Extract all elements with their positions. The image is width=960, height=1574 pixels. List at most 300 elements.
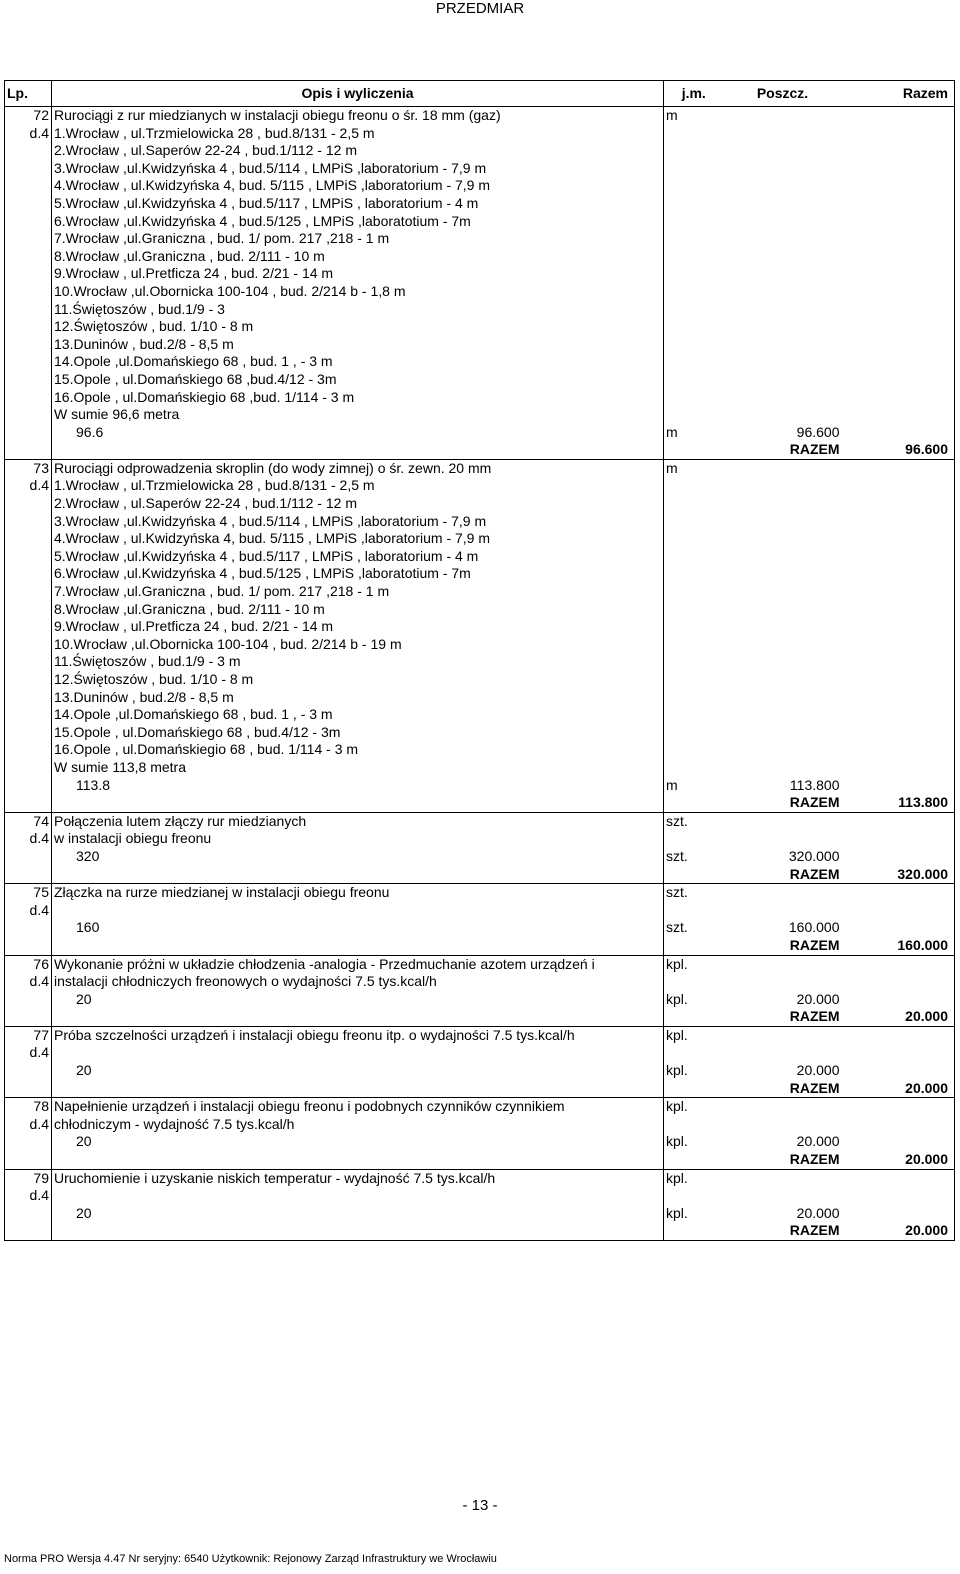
empty-cell bbox=[842, 902, 955, 920]
table-row bbox=[5, 1169, 955, 1187]
empty-cell bbox=[842, 195, 955, 213]
empty-cell bbox=[842, 565, 955, 583]
table-header-row bbox=[5, 81, 955, 107]
sum-value: 320.000 bbox=[842, 866, 955, 884]
empty-cell bbox=[842, 601, 955, 619]
quantity-expression: 320 bbox=[52, 848, 664, 866]
empty-cell bbox=[724, 759, 842, 777]
item-number: 76 bbox=[5, 955, 52, 973]
table-row bbox=[5, 283, 955, 301]
empty-cell bbox=[664, 548, 724, 566]
quantity-value: 113.800 bbox=[789, 776, 840, 793]
lp-cell bbox=[5, 142, 52, 160]
unit-cell: m bbox=[666, 107, 678, 123]
quantity-row bbox=[5, 991, 955, 1009]
empty-cell bbox=[842, 1098, 955, 1116]
table-row bbox=[5, 248, 955, 266]
quantity-row bbox=[5, 777, 955, 795]
table-row bbox=[5, 724, 955, 742]
empty-cell bbox=[842, 406, 955, 424]
lp-cell bbox=[5, 371, 52, 389]
sum-row bbox=[5, 1151, 955, 1169]
lp-cell bbox=[5, 565, 52, 583]
empty-cell bbox=[664, 794, 724, 812]
empty-cell bbox=[664, 671, 724, 689]
empty-cell bbox=[724, 459, 842, 477]
lp-cell bbox=[5, 283, 52, 301]
empty-cell bbox=[842, 213, 955, 231]
sum-label: RAZEM bbox=[724, 1151, 842, 1169]
empty-cell bbox=[842, 1133, 955, 1151]
lp-cell bbox=[5, 1133, 52, 1151]
empty-cell bbox=[724, 884, 842, 902]
empty-cell bbox=[724, 160, 842, 178]
lp-cell bbox=[5, 1151, 52, 1169]
item-number: 79 bbox=[5, 1169, 52, 1187]
empty-cell bbox=[842, 1062, 955, 1080]
description-line: 12.Świętoszów , bud. 1/10 - 8 m bbox=[52, 318, 664, 336]
unit-cell: szt. bbox=[666, 812, 688, 829]
description-line: 13.Duninów , bud.2/8 - 8,5 m bbox=[52, 689, 664, 707]
lp-cell bbox=[5, 937, 52, 955]
empty-cell bbox=[52, 866, 664, 884]
description-line: 5.Wrocław ,ul.Kwidzyńska 4 , bud.5/117 , LMPiS , laboratorium - 4 m bbox=[52, 548, 664, 566]
empty-cell bbox=[724, 389, 842, 407]
empty-cell bbox=[724, 601, 842, 619]
table-row bbox=[5, 371, 955, 389]
description-line: W sumie 96,6 metra bbox=[52, 406, 664, 424]
empty-cell bbox=[842, 318, 955, 336]
sum-row bbox=[5, 441, 955, 459]
sum-row bbox=[5, 937, 955, 955]
description-line: 11.Świętoszów , bud.1/9 - 3 bbox=[52, 301, 664, 319]
item-number: 72 bbox=[5, 107, 52, 125]
empty-cell bbox=[664, 336, 724, 354]
empty-cell bbox=[664, 213, 724, 231]
lp-cell bbox=[5, 336, 52, 354]
table-row bbox=[5, 406, 955, 424]
empty-cell bbox=[52, 441, 664, 459]
lp-cell bbox=[5, 724, 52, 742]
table-row bbox=[5, 318, 955, 336]
empty-cell bbox=[664, 318, 724, 336]
description-line: W sumie 113,8 metra bbox=[52, 759, 664, 777]
empty-cell bbox=[842, 530, 955, 548]
empty-cell bbox=[724, 955, 842, 973]
empty-cell bbox=[724, 1044, 842, 1062]
empty-cell bbox=[664, 583, 724, 601]
lp-cell bbox=[5, 1062, 52, 1080]
empty-cell bbox=[724, 689, 842, 707]
sum-value: 20.000 bbox=[842, 1008, 955, 1026]
table-row bbox=[5, 530, 955, 548]
table-row bbox=[5, 618, 955, 636]
description-line: 2.Wrocław , ul.Saperów 22-24 , bud.1/112 - 12 m bbox=[52, 142, 664, 160]
lp-cell bbox=[5, 513, 52, 531]
lp-cell bbox=[5, 759, 52, 777]
empty-cell bbox=[664, 706, 724, 724]
sum-row bbox=[5, 1080, 955, 1098]
lp-cell bbox=[5, 706, 52, 724]
sum-value: 20.000 bbox=[842, 1222, 955, 1240]
table-row bbox=[5, 301, 955, 319]
lp-cell bbox=[5, 389, 52, 407]
table-row bbox=[5, 955, 955, 973]
description-line: Połączenia lutem złączy rur miedzianych bbox=[52, 812, 664, 830]
quantity-value: 96.600 bbox=[796, 423, 840, 440]
item-number: 73 bbox=[5, 459, 52, 477]
description-line: 13.Duninów , bud.2/8 - 8,5 m bbox=[52, 336, 664, 354]
empty-cell bbox=[664, 1151, 724, 1169]
description-line: Uruchomienie i uzyskanie niskich temperatur - wydajność 7.5 tys.kcal/h bbox=[52, 1169, 664, 1187]
table-row bbox=[5, 1116, 955, 1134]
quantity-value: 20.000 bbox=[796, 1204, 840, 1221]
empty-cell bbox=[724, 477, 842, 495]
description-line: 6.Wrocław ,ul.Kwidzyńska 4 , bud.5/125 , LMPiS ,laboratotium - 7m bbox=[52, 213, 664, 231]
empty-cell bbox=[842, 1026, 955, 1044]
sum-row bbox=[5, 866, 955, 884]
empty-cell bbox=[664, 125, 724, 143]
table-row bbox=[5, 812, 955, 830]
empty-cell bbox=[664, 301, 724, 319]
table-row bbox=[5, 565, 955, 583]
lp-cell bbox=[5, 671, 52, 689]
empty-cell bbox=[664, 477, 724, 495]
empty-cell bbox=[842, 283, 955, 301]
table-row bbox=[5, 706, 955, 724]
empty-cell bbox=[664, 265, 724, 283]
empty-cell bbox=[664, 177, 724, 195]
table-row bbox=[5, 213, 955, 231]
item-code: d.4 bbox=[5, 125, 52, 143]
empty-cell bbox=[842, 248, 955, 266]
lp-cell bbox=[5, 265, 52, 283]
empty-cell bbox=[664, 636, 724, 654]
description-line: w instalacji obiegu freonu bbox=[52, 830, 664, 848]
quantity-expression: 113.8 bbox=[52, 777, 664, 795]
table-row bbox=[5, 884, 955, 902]
empty-cell bbox=[842, 230, 955, 248]
lp-cell bbox=[5, 548, 52, 566]
empty-cell bbox=[664, 653, 724, 671]
table-row bbox=[5, 160, 955, 178]
sum-value: 96.600 bbox=[842, 441, 955, 459]
empty-cell bbox=[664, 441, 724, 459]
sum-row bbox=[5, 1222, 955, 1240]
lp-cell bbox=[5, 441, 52, 459]
lp-cell bbox=[5, 353, 52, 371]
description-line: 4.Wrocław , ul.Kwidzyńska 4, bud. 5/115 , LMPiS ,laboratorium - 7,9 m bbox=[52, 530, 664, 548]
lp-cell bbox=[5, 530, 52, 548]
empty-cell bbox=[842, 301, 955, 319]
description-line: 16.Opole , ul.Domańskiegio 68 ,bud. 1/114 - 3 m bbox=[52, 389, 664, 407]
lp-cell bbox=[5, 318, 52, 336]
empty-cell bbox=[724, 636, 842, 654]
footer-text: Norma PRO Wersja 4.47 Nr seryjny: 6540 Użytkownik: Rejonowy Zarząd Infrastruktury we Wrocławiu bbox=[4, 1553, 497, 1565]
description-line: 14.Opole ,ul.Domańskiego 68 , bud. 1 , - 3 m bbox=[52, 706, 664, 724]
table-row bbox=[5, 583, 955, 601]
sum-value: 160.000 bbox=[842, 937, 955, 955]
empty-cell bbox=[842, 142, 955, 160]
table-row bbox=[5, 548, 955, 566]
lp-cell bbox=[5, 248, 52, 266]
table-body bbox=[5, 107, 955, 1241]
empty-cell bbox=[52, 1080, 664, 1098]
table-row bbox=[5, 1026, 955, 1044]
empty-cell bbox=[842, 160, 955, 178]
empty-cell bbox=[724, 1116, 842, 1134]
empty-cell bbox=[664, 902, 724, 920]
quantity-expression: 160 bbox=[52, 919, 664, 937]
description-line: Wykonanie próżni w układzie chłodzenia -analogia - Przedmuchanie azotem urządzeń i bbox=[52, 955, 664, 973]
lp-cell bbox=[5, 848, 52, 866]
description-line: Złączka na rurze miedzianej w instalacji obiegu freonu bbox=[52, 884, 664, 902]
empty-cell bbox=[664, 759, 724, 777]
quantity-expression: 20 bbox=[52, 991, 664, 1009]
lp-cell bbox=[5, 301, 52, 319]
empty-cell bbox=[842, 955, 955, 973]
item-code: d.4 bbox=[5, 1044, 52, 1062]
lp-cell bbox=[5, 195, 52, 213]
empty-cell bbox=[724, 213, 842, 231]
quantity-row bbox=[5, 1062, 955, 1080]
empty-cell bbox=[724, 1026, 842, 1044]
empty-cell bbox=[664, 389, 724, 407]
table-row bbox=[5, 177, 955, 195]
empty-cell bbox=[842, 459, 955, 477]
empty-cell bbox=[724, 830, 842, 848]
description-line: instalacji chłodniczych freonowych o wydajności 7.5 tys.kcal/h bbox=[52, 973, 664, 991]
item-number: 78 bbox=[5, 1098, 52, 1116]
empty-cell bbox=[724, 195, 842, 213]
table-row bbox=[5, 973, 955, 991]
lp-cell bbox=[5, 601, 52, 619]
empty-cell bbox=[724, 318, 842, 336]
description-line: 8.Wrocław ,ul.Graniczna , bud. 2/111 - 10 m bbox=[52, 601, 664, 619]
table-row bbox=[5, 230, 955, 248]
empty-cell bbox=[664, 830, 724, 848]
description-line: 5.Wrocław ,ul.Kwidzyńska 4 , bud.5/117 , LMPiS , laboratorium - 4 m bbox=[52, 195, 664, 213]
empty-cell bbox=[664, 937, 724, 955]
empty-cell bbox=[842, 107, 955, 125]
description-line: 11.Świętoszów , bud.1/9 - 3 m bbox=[52, 653, 664, 671]
quantity-unit: kpl. bbox=[666, 990, 688, 1007]
empty-cell bbox=[842, 477, 955, 495]
table-row bbox=[5, 265, 955, 283]
header-lp: Lp. bbox=[5, 81, 52, 107]
quantity-unit: kpl. bbox=[666, 1204, 688, 1221]
empty-cell bbox=[842, 371, 955, 389]
empty-cell bbox=[664, 230, 724, 248]
empty-cell bbox=[724, 283, 842, 301]
empty-cell bbox=[664, 565, 724, 583]
empty-cell bbox=[724, 177, 842, 195]
quantity-row bbox=[5, 424, 955, 442]
empty-cell bbox=[842, 706, 955, 724]
quantity-value: 20.000 bbox=[796, 990, 840, 1007]
empty-cell bbox=[842, 177, 955, 195]
quantity-row bbox=[5, 1133, 955, 1151]
description-line bbox=[52, 1044, 664, 1062]
unit-cell: kpl. bbox=[666, 1098, 688, 1115]
item-code: d.4 bbox=[5, 1187, 52, 1205]
empty-cell bbox=[664, 513, 724, 531]
lp-cell bbox=[5, 230, 52, 248]
table-row bbox=[5, 636, 955, 654]
quantity-value: 20.000 bbox=[796, 1062, 840, 1079]
empty-cell bbox=[724, 248, 842, 266]
empty-cell bbox=[724, 724, 842, 742]
lp-cell bbox=[5, 653, 52, 671]
table-row bbox=[5, 336, 955, 354]
empty-cell bbox=[842, 848, 955, 866]
lp-cell bbox=[5, 1008, 52, 1026]
empty-cell bbox=[842, 1205, 955, 1223]
table-row bbox=[5, 1098, 955, 1116]
empty-cell bbox=[724, 548, 842, 566]
empty-cell bbox=[842, 389, 955, 407]
lp-cell bbox=[5, 866, 52, 884]
sum-row bbox=[5, 1008, 955, 1026]
quantity-value: 320.000 bbox=[788, 847, 840, 864]
empty-cell bbox=[664, 1008, 724, 1026]
table-row bbox=[5, 513, 955, 531]
unit-cell: szt. bbox=[666, 884, 688, 901]
sum-value: 20.000 bbox=[842, 1151, 955, 1169]
description-line: 12.Świętoszów , bud. 1/10 - 8 m bbox=[52, 671, 664, 689]
empty-cell bbox=[664, 741, 724, 759]
header-opis: Opis i wyliczenia bbox=[52, 81, 664, 107]
empty-cell bbox=[842, 973, 955, 991]
table-row bbox=[5, 142, 955, 160]
description-line: chłodniczym - wydajność 7.5 tys.kcal/h bbox=[52, 1116, 664, 1134]
lp-cell bbox=[5, 424, 52, 442]
empty-cell bbox=[724, 1098, 842, 1116]
table-row bbox=[5, 902, 955, 920]
item-code: d.4 bbox=[5, 1116, 52, 1134]
item-code: d.4 bbox=[5, 830, 52, 848]
empty-cell bbox=[664, 601, 724, 619]
empty-cell bbox=[52, 1151, 664, 1169]
empty-cell bbox=[664, 866, 724, 884]
description-line: Napełnienie urządzeń i instalacji obiegu freonu i podobnych czynników czynnikiem bbox=[52, 1098, 664, 1116]
lp-cell bbox=[5, 1222, 52, 1240]
description-line: Rurociągi z rur miedzianych w instalacji obiegu freonu o śr. 18 mm (gaz) bbox=[52, 107, 664, 125]
lp-cell bbox=[5, 177, 52, 195]
quantity-unit: m bbox=[666, 423, 678, 440]
table-row bbox=[5, 353, 955, 371]
item-number: 75 bbox=[5, 884, 52, 902]
sum-label: RAZEM bbox=[724, 1008, 842, 1026]
empty-cell bbox=[842, 1044, 955, 1062]
description-line: 8.Wrocław ,ul.Graniczna , bud. 2/111 - 10 m bbox=[52, 248, 664, 266]
empty-cell bbox=[724, 265, 842, 283]
lp-cell bbox=[5, 636, 52, 654]
empty-cell bbox=[842, 671, 955, 689]
description-line: 2.Wrocław , ul.Saperów 22-24 , bud.1/112 - 12 m bbox=[52, 495, 664, 513]
quantity-row bbox=[5, 1205, 955, 1223]
empty-cell bbox=[664, 1222, 724, 1240]
empty-cell bbox=[664, 618, 724, 636]
description-line: 9.Wrocław , ul.Pretficza 24 , bud. 2/21 - 14 m bbox=[52, 265, 664, 283]
unit-cell: m bbox=[666, 459, 678, 476]
empty-cell bbox=[842, 759, 955, 777]
page-number: - 13 - bbox=[462, 1497, 498, 1514]
unit-cell: kpl. bbox=[666, 1169, 688, 1186]
lp-cell bbox=[5, 777, 52, 795]
table-row bbox=[5, 495, 955, 513]
unit-cell: kpl. bbox=[666, 1026, 688, 1043]
quantity-row bbox=[5, 848, 955, 866]
empty-cell bbox=[842, 830, 955, 848]
lp-cell bbox=[5, 583, 52, 601]
empty-cell bbox=[724, 565, 842, 583]
table-row bbox=[5, 195, 955, 213]
table-row bbox=[5, 759, 955, 777]
empty-cell bbox=[724, 618, 842, 636]
empty-cell bbox=[842, 495, 955, 513]
empty-cell bbox=[842, 353, 955, 371]
empty-cell bbox=[842, 884, 955, 902]
quantity-unit: kpl. bbox=[666, 1133, 688, 1150]
empty-cell bbox=[724, 706, 842, 724]
description-line: 14.Opole ,ul.Domańskiego 68 , bud. 1 , - 3 m bbox=[52, 353, 664, 371]
empty-cell bbox=[52, 937, 664, 955]
sum-label: RAZEM bbox=[724, 1222, 842, 1240]
empty-cell bbox=[664, 1116, 724, 1134]
empty-cell bbox=[842, 125, 955, 143]
description-line: 6.Wrocław ,ul.Kwidzyńska 4 , bud.5/125 , LMPiS ,laboratotium - 7m bbox=[52, 565, 664, 583]
header-poszcz: Poszcz. bbox=[724, 81, 842, 107]
description-line: 1.Wrocław , ul.Trzmielowicka 28 , bud.8/131 - 2,5 m bbox=[52, 477, 664, 495]
description-line: Próba szczelności urządzeń i instalacji obiegu freonu itp. o wydajności 7.5 tys.kcal/h bbox=[52, 1026, 664, 1044]
empty-cell bbox=[724, 1169, 842, 1187]
empty-cell bbox=[664, 283, 724, 301]
quantity-expression: 20 bbox=[52, 1133, 664, 1151]
description-line: 16.Opole , ul.Domańskiegio 68 , bud. 1/114 - 3 m bbox=[52, 741, 664, 759]
lp-cell bbox=[5, 1205, 52, 1223]
empty-cell bbox=[842, 1116, 955, 1134]
empty-cell bbox=[724, 812, 842, 830]
empty-cell bbox=[724, 1187, 842, 1205]
sum-label: RAZEM bbox=[724, 937, 842, 955]
description-line: Rurociągi odprowadzenia skroplin (do wody zimnej) o śr. zewn. 20 mm bbox=[52, 459, 664, 477]
przedmiar-table bbox=[4, 80, 955, 1241]
lp-cell bbox=[5, 618, 52, 636]
empty-cell bbox=[724, 230, 842, 248]
lp-cell bbox=[5, 919, 52, 937]
description-line bbox=[52, 902, 664, 920]
empty-cell bbox=[842, 919, 955, 937]
table-row bbox=[5, 477, 955, 495]
header-jm: j.m. bbox=[664, 81, 724, 107]
item-code: d.4 bbox=[5, 902, 52, 920]
empty-cell bbox=[842, 689, 955, 707]
empty-cell bbox=[664, 495, 724, 513]
empty-cell bbox=[664, 1080, 724, 1098]
lp-cell bbox=[5, 794, 52, 812]
empty-cell bbox=[724, 902, 842, 920]
empty-cell bbox=[724, 530, 842, 548]
sum-row bbox=[5, 794, 955, 812]
empty-cell bbox=[842, 265, 955, 283]
empty-cell bbox=[664, 248, 724, 266]
lp-cell bbox=[5, 689, 52, 707]
empty-cell bbox=[724, 973, 842, 991]
quantity-row bbox=[5, 919, 955, 937]
quantity-value: 160.000 bbox=[788, 919, 840, 936]
description-line: 10.Wrocław ,ul.Obornicka 100-104 , bud. 2/214 b - 19 m bbox=[52, 636, 664, 654]
